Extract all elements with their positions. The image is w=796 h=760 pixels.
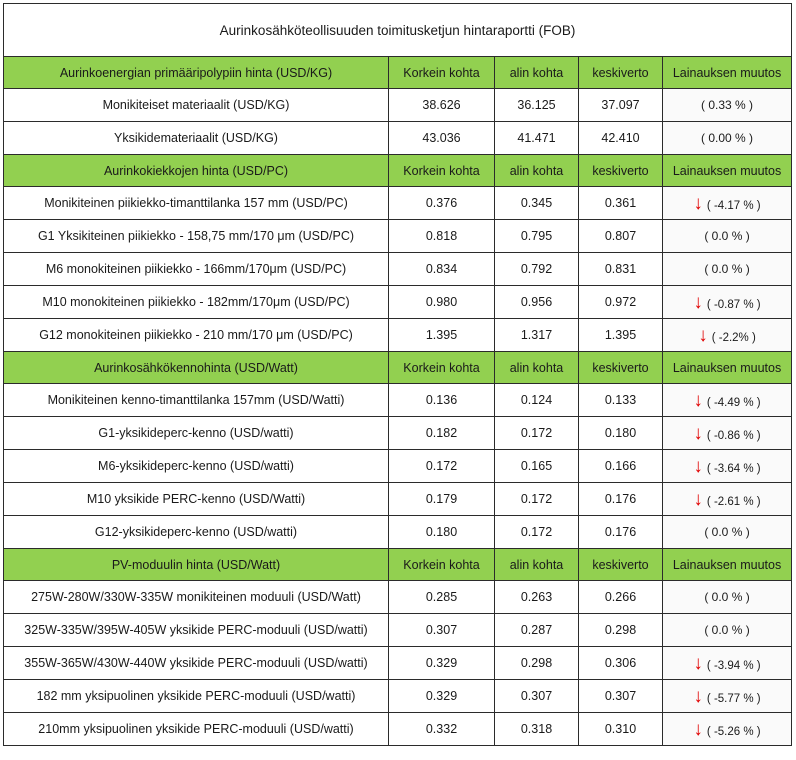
section-title: Aurinkosähkökennohinta (USD/Watt) (4, 352, 389, 384)
down-arrow-icon: ↓ (693, 488, 703, 510)
section-header-row (4, 57, 792, 89)
avg-value: 0.306 (579, 647, 663, 680)
item-name: M10 yksikide PERC-kenno (USD/Watti) (4, 483, 389, 516)
avg-value: 0.176 (579, 516, 663, 549)
change-value: ( -5.77 % ) (706, 693, 761, 705)
high-value: 0.307 (389, 614, 495, 647)
table-row (4, 187, 792, 220)
high-value: 0.980 (389, 286, 495, 319)
avg-value: 0.307 (579, 680, 663, 713)
avg-value: 0.180 (579, 417, 663, 450)
avg-value: 0.972 (579, 286, 663, 319)
table-row (4, 483, 792, 516)
change-cell (663, 89, 792, 122)
header-avg: keskiverto (579, 57, 663, 89)
low-value: 0.795 (495, 220, 579, 253)
high-value: 0.329 (389, 680, 495, 713)
header-high: Korkein kohta (389, 57, 495, 89)
table-row (4, 417, 792, 450)
item-name: G1 Yksikiteinen piikiekko - 158,75 mm/170 μm (USD/PC) (4, 220, 389, 253)
table-row (4, 680, 792, 713)
table-row (4, 122, 792, 155)
low-value: 0.263 (495, 581, 579, 614)
header-low: alin kohta (495, 57, 579, 89)
change-cell (663, 417, 792, 450)
low-value: 0.298 (495, 647, 579, 680)
table-row (4, 614, 792, 647)
low-value: 0.307 (495, 680, 579, 713)
high-value: 0.834 (389, 253, 495, 286)
header-avg: keskiverto (579, 549, 663, 581)
low-value: 0.165 (495, 450, 579, 483)
report-title: Aurinkosähköteollisuuden toimitusketjun hintaraportti (FOB) (4, 4, 792, 57)
low-value: 0.956 (495, 286, 579, 319)
table-row (4, 220, 792, 253)
header-change: Lainauksen muutos (663, 57, 792, 89)
change-cell (663, 450, 792, 483)
item-name: 275W-280W/330W-335W monikiteinen moduuli (USD/Watt) (4, 581, 389, 614)
high-value: 0.180 (389, 516, 495, 549)
low-value: 0.172 (495, 483, 579, 516)
low-value: 1.317 (495, 319, 579, 352)
avg-value: 0.807 (579, 220, 663, 253)
high-value: 0.182 (389, 417, 495, 450)
low-value: 0.124 (495, 384, 579, 417)
avg-value: 37.097 (579, 89, 663, 122)
section-title: Aurinkokiekkojen hinta (USD/PC) (4, 155, 389, 187)
high-value: 1.395 (389, 319, 495, 352)
low-value: 0.172 (495, 516, 579, 549)
change-cell (663, 516, 792, 549)
change-value: ( -5.26 % ) (706, 726, 761, 738)
item-name: 325W-335W/395W-405W yksikide PERC-moduuli (USD/watti) (4, 614, 389, 647)
high-value: 0.818 (389, 220, 495, 253)
low-value: 41.471 (495, 122, 579, 155)
down-arrow-icon: ↓ (693, 422, 703, 444)
item-name: Yksikidemateriaalit (USD/KG) (4, 122, 389, 155)
item-name: Monikiteinen kenno-timanttilanka 157mm (USD/Watti) (4, 384, 389, 417)
change-value: ( 0.00 % ) (701, 131, 754, 146)
price-report (3, 3, 792, 746)
avg-value: 1.395 (579, 319, 663, 352)
change-value: ( 0.0 % ) (704, 262, 750, 277)
avg-value: 0.133 (579, 384, 663, 417)
table-row (4, 319, 792, 352)
change-cell (663, 483, 792, 516)
avg-value: 0.176 (579, 483, 663, 516)
avg-value: 0.831 (579, 253, 663, 286)
item-name: 210mm yksipuolinen yksikide PERC-moduuli (USD/watti) (4, 713, 389, 746)
header-high: Korkein kohta (389, 155, 495, 187)
header-change: Lainauksen muutos (663, 352, 792, 384)
header-change: Lainauksen muutos (663, 155, 792, 187)
avg-value: 0.298 (579, 614, 663, 647)
change-cell (663, 647, 792, 680)
change-value: ( 0.0 % ) (704, 590, 750, 605)
change-cell (663, 220, 792, 253)
header-low: alin kohta (495, 352, 579, 384)
price-table (3, 3, 792, 746)
header-high: Korkein kohta (389, 352, 495, 384)
high-value: 0.179 (389, 483, 495, 516)
table-row (4, 581, 792, 614)
change-value: ( 0.0 % ) (704, 525, 750, 540)
change-value: ( -0.86 % ) (706, 430, 761, 442)
section-header-row (4, 352, 792, 384)
change-value: ( 0.0 % ) (704, 229, 750, 244)
header-avg: keskiverto (579, 352, 663, 384)
avg-value: 42.410 (579, 122, 663, 155)
high-value: 0.332 (389, 713, 495, 746)
high-value: 0.136 (389, 384, 495, 417)
section-title: Aurinkoenergian primääripolypiin hinta (USD/KG) (4, 57, 389, 89)
change-cell (663, 286, 792, 319)
item-name: Monikiteinen piikiekko-timanttilanka 157 mm (USD/PC) (4, 187, 389, 220)
header-low: alin kohta (495, 549, 579, 581)
change-value: ( -0.87 % ) (706, 299, 761, 311)
item-name: G12 monokiteinen piikiekko - 210 mm/170 μm (USD/PC) (4, 319, 389, 352)
change-value: ( -3.64 % ) (706, 463, 761, 475)
section-title: PV-moduulin hinta (USD/Watt) (4, 549, 389, 581)
change-value: ( -2.2% ) (711, 332, 756, 344)
change-cell (663, 614, 792, 647)
avg-value: 0.266 (579, 581, 663, 614)
change-value: ( 0.0 % ) (704, 623, 750, 638)
change-cell (663, 384, 792, 417)
item-name: G1-yksikideperc-kenno (USD/watti) (4, 417, 389, 450)
down-arrow-icon: ↓ (693, 389, 703, 411)
change-value: ( 0.33 % ) (701, 98, 754, 113)
change-cell (663, 713, 792, 746)
change-value: ( -4.49 % ) (706, 397, 761, 409)
item-name: M6 monokiteinen piikiekko - 166mm/170μm (USD/PC) (4, 253, 389, 286)
low-value: 0.792 (495, 253, 579, 286)
change-cell (663, 253, 792, 286)
down-arrow-icon: ↓ (693, 455, 703, 477)
high-value: 0.329 (389, 647, 495, 680)
header-avg: keskiverto (579, 155, 663, 187)
high-value: 43.036 (389, 122, 495, 155)
down-arrow-icon: ↓ (693, 685, 703, 707)
change-cell (663, 680, 792, 713)
title-row (4, 4, 792, 57)
change-value: ( -2.61 % ) (706, 496, 761, 508)
table-row (4, 647, 792, 680)
item-name: G12-yksikideperc-kenno (USD/watti) (4, 516, 389, 549)
table-row (4, 89, 792, 122)
item-name: 182 mm yksipuolinen yksikide PERC-moduuli (USD/watti) (4, 680, 389, 713)
item-name: Monikiteiset materiaalit (USD/KG) (4, 89, 389, 122)
table-row (4, 713, 792, 746)
high-value: 38.626 (389, 89, 495, 122)
section-header-row (4, 549, 792, 581)
down-arrow-icon: ↓ (693, 291, 703, 313)
section-header-row (4, 155, 792, 187)
header-change: Lainauksen muutos (663, 549, 792, 581)
change-cell (663, 581, 792, 614)
table-row (4, 516, 792, 549)
down-arrow-icon: ↓ (693, 652, 703, 674)
table-row (4, 253, 792, 286)
high-value: 0.376 (389, 187, 495, 220)
change-cell (663, 187, 792, 220)
change-cell (663, 122, 792, 155)
low-value: 0.287 (495, 614, 579, 647)
change-value: ( -3.94 % ) (706, 660, 761, 672)
table-row (4, 384, 792, 417)
down-arrow-icon: ↓ (693, 718, 703, 740)
low-value: 0.318 (495, 713, 579, 746)
avg-value: 0.166 (579, 450, 663, 483)
low-value: 0.172 (495, 417, 579, 450)
change-cell (663, 319, 792, 352)
avg-value: 0.310 (579, 713, 663, 746)
down-arrow-icon: ↓ (698, 324, 708, 346)
change-value: ( -4.17 % ) (706, 200, 761, 212)
low-value: 0.345 (495, 187, 579, 220)
table-row (4, 450, 792, 483)
high-value: 0.172 (389, 450, 495, 483)
item-name: M6-yksikideperc-kenno (USD/watti) (4, 450, 389, 483)
avg-value: 0.361 (579, 187, 663, 220)
header-low: alin kohta (495, 155, 579, 187)
high-value: 0.285 (389, 581, 495, 614)
item-name: 355W-365W/430W-440W yksikide PERC-moduuli (USD/watti) (4, 647, 389, 680)
item-name: M10 monokiteinen piikiekko - 182mm/170μm (USD/PC) (4, 286, 389, 319)
header-high: Korkein kohta (389, 549, 495, 581)
low-value: 36.125 (495, 89, 579, 122)
table-row (4, 286, 792, 319)
down-arrow-icon: ↓ (693, 192, 703, 214)
